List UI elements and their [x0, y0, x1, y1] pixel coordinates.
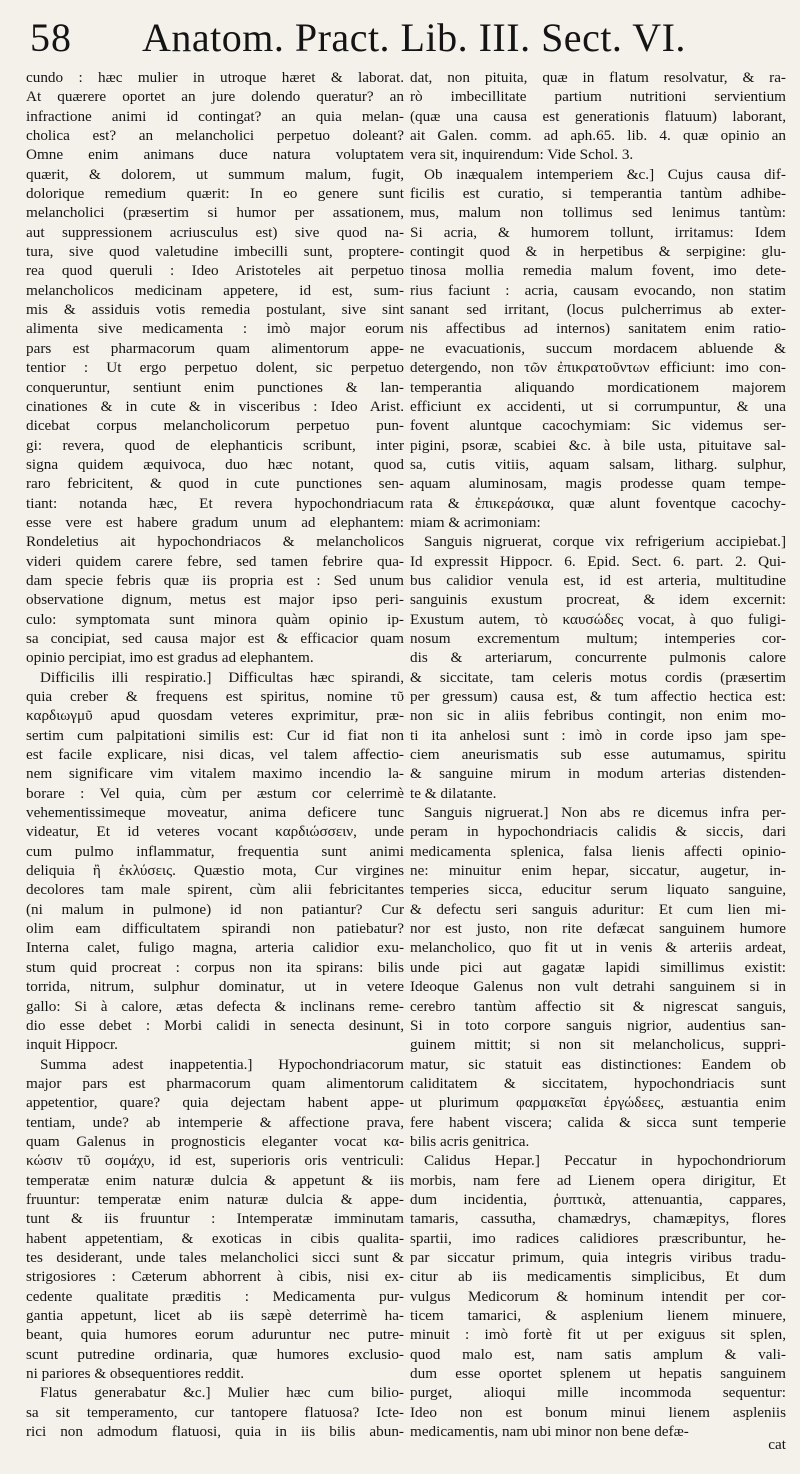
text-line: morbis, nam fere ad Lienem opera dirigitur, Et [410, 1171, 786, 1189]
text-line: Sanguis nigruerat, corque vix refrigerium accipiebat.] [424, 533, 786, 551]
text-line: videatur, Et id veteres vocant καρδιώσσειν, unde [26, 823, 404, 841]
text-line: dat, non pituita, quæ in flatum resolvatur, & ra- [410, 69, 786, 86]
text-line: Summa adest inappetentia.] Hypochondriacorum [40, 1055, 404, 1073]
text-line: citur ab iis medicamentis simplicibus, Et dum [410, 1268, 786, 1286]
text-line: cerebro tantùm affectio sit & nigrescat sanguis, [410, 997, 786, 1015]
text-line: fruuntur: temperatæ enim naturæ dulcia & appe- [26, 1190, 404, 1208]
text-line: & sanguine mirum in modum arterias distenden- [410, 765, 786, 783]
text-line: fere habent viscera; calida & sicca sunt temperie [410, 1113, 786, 1131]
text-line: efficiunt ex accidenti, ut si corrumpuntur, & una [410, 397, 786, 415]
text-line: guinem mittit; si non sit melancholicus, suppri- [410, 1036, 786, 1054]
text-line: (ni malum in pulmone) id non patiantur? Cur [26, 900, 404, 918]
text-line: sa sit temperamento, cur tantopere flatuosa? Icte- [26, 1403, 404, 1421]
text-line: matur, sic statuit eas distinctiones: Eandem ob [410, 1055, 786, 1073]
text-line: ticem tamarici, & asplenium lienem minuere, [410, 1307, 786, 1324]
text-line: caliditatem & siccitatem, hypochondriacis sunt [410, 1074, 786, 1092]
text-line: miam & acrimoniam: [410, 513, 541, 531]
text-line: sertim cum palpitationi similis est: Cur id fiat non [26, 726, 404, 744]
page-header [30, 14, 790, 74]
text-line: minuit : imò fortè fit ut per exiguus sit splen, [410, 1326, 786, 1344]
text-line: nem significare vim vitalem maximo incendio la- [26, 765, 404, 783]
text-line: esse vere est habere gradum unum ad elephantem: [26, 513, 404, 531]
text-line: sa concipiat, sed causa major est & efficacior quam [26, 629, 404, 647]
text-line: temperatæ enim naturæ dulcia & appetunt & iis [26, 1171, 404, 1189]
text-line: Exustum autem, τὸ καυσώδες vocat, à quo fuligi- [410, 610, 786, 628]
text-line: Flatus generabatur &c.] Mulier hæc cum bilio- [40, 1384, 404, 1402]
text-line: ait Galen. comm. ad aph.65. lib. 4. quæ opinio an [410, 127, 786, 145]
text-line: raro febricitent, & quod in cute punctiones sen- [26, 475, 404, 493]
text-line: fovent aluntque cacochymiam: Sic videmus ser- [410, 417, 786, 435]
text-line: tiant: notanda hæc, Et revera hypochondriacum [26, 494, 404, 512]
text-line: temperantia aliquando mordicationem majorem [410, 378, 786, 396]
text-line: κώσιν τῦ σομάχυ, id est, superioris oris ventriculi: [26, 1152, 404, 1170]
text-line: gantia appetunt, licet ab iis sæpè deterrimè ha- [26, 1307, 404, 1324]
text-line: medicamenta splenica, falsa lienis affecti opinio- [410, 842, 786, 860]
text-line: detergendo, non τῶν ἐπικρατοῦντων efficiunt: imo con- [410, 359, 786, 377]
running-title: Anatom. Pract. Lib. III. Sect. VI. [142, 15, 686, 60]
text-line: Calidus Hepar.] Peccatur in hypochondriorum [424, 1152, 786, 1170]
text-line: nosum excrementum multum; intemperies cor- [410, 629, 786, 647]
text-line: observatione dignum, metus est major ipso peri- [26, 591, 404, 609]
text-line: vehementissimeque moveatur, anima deficere tunc [26, 804, 404, 822]
text-line: rici non admodum flatuosi, quia in iis bilis abun- [26, 1423, 404, 1441]
text-line: gallo: Si à calore, ætas defecta & inclinans reme- [26, 997, 404, 1015]
text-line: ti ita anhelosi sunt : imò in corde ipso jam spe- [410, 726, 786, 744]
text-line: pars est pharmacorum quam alimentorum appe- [26, 339, 404, 357]
text-line: ut plurimum φαρμακεῖαι ἐργώδεες, æstuantia enim [410, 1094, 786, 1112]
text-line: signa quidem æquivoca, duo hæc notant, quod [26, 455, 404, 473]
text-line: Si acria, & humorem tollunt, irritamus: Idem [410, 223, 786, 241]
text-line: sa, cutis vitiis, aquam salsam, litharg. sulphur, [410, 455, 786, 473]
text-line: sanant sed irritant, (locus pulcherrimus ab exter- [410, 301, 786, 319]
text-line: strigosiores : Cæterum abhorrent à cibis, nisi ex- [26, 1268, 404, 1286]
text-line: rius faciunt : acria, causam evocando, non statim [410, 281, 786, 299]
text-line: Id expressit Hippocr. 6. Epid. Sect. 6. part. 2. Qui- [410, 552, 786, 570]
text-line: ni pariores & obsequentiores reddit. [26, 1365, 245, 1383]
text-line: par siccatur primum, quia integris viribus tradu- [410, 1248, 786, 1266]
text-line: dum incidentia, ῥυπτικὰ, attenuantia, cappares, [410, 1190, 786, 1208]
text-line: Si in toto corpore sanguis nigrior, audentius san- [410, 1016, 786, 1034]
text-line: Sanguis nigruerat.] Non abs re dicemus infra per- [424, 804, 786, 822]
text-line: rea quod queruli : Ideo Aristoteles ait perpetuo [26, 262, 404, 280]
text-line: temperies sicca, educitur serum liquato sanguine, [410, 881, 786, 899]
text-line: cundo : hæc mulier in utroque hæret & laborat. [26, 69, 404, 86]
text-line: (quæ una causa est generationis flatuum) laborant, [410, 107, 786, 125]
text-line: pigini, psoræ, scabiei &c. à bile usta, pituitave sal- [410, 436, 786, 454]
text-line: appetentior, quare? quia dejectam habent appe- [26, 1094, 404, 1112]
text-line: mus, malum non tollimus sed lenimus tantùm: [410, 204, 786, 222]
text-line: tinosa mollia remedia malum fovent, imo dete- [410, 262, 786, 280]
text-line: major pars est pharmacorum quam alimentorum [26, 1074, 404, 1092]
text-line: habent appetentiam, & exoticas in cibis qualita- [26, 1229, 404, 1247]
text-line: mis & assiduis votis remedia postulant, sive sint [26, 301, 404, 319]
text-line: quia creber & frequens est spiritus, nomine τῦ [26, 688, 404, 705]
text-line: quod malo est, nam satis amplum & vali- [410, 1345, 786, 1363]
text-line: ne: minuitur enim hepar, siccatur, augetur, in- [410, 862, 786, 880]
text-line: per gressum) causa est, & tum affectio hectica est: [410, 688, 786, 705]
text-line: quam Galenus in prognosticis eleganter vocat κα- [26, 1132, 404, 1150]
text-line: sanguinis exustum procreat, & idem excernit: [410, 591, 786, 609]
text-line: purget, alioqui mille incommoda sequentur: [410, 1384, 786, 1402]
text-line: borare : Vel quia, cùm per æstum cor celerrimè [26, 784, 404, 802]
text-line: stum quid procreat : corpus non ita spirans: bilis [26, 958, 404, 976]
text-line: bilis acris genitrica. [410, 1132, 530, 1150]
text-line: videri quidem carere febre, sed tamen febrire qua- [26, 552, 404, 570]
text-line: cholica est? an melancholici perpetuo doleant? [26, 127, 404, 145]
text-line: beant, quia humores eorum aduruntur nec putre- [26, 1326, 404, 1344]
text-line: rata & ἐπικεράσικα, quæ alunt foventque cacochy- [410, 494, 786, 512]
text-line: deliquia ἢ ἐκλύσεις. Quæstio mota, Cur virgines [26, 862, 404, 880]
text-line: rò imbecillitate partium nutritioni servientium [410, 88, 786, 106]
text-line: Interna calet, fuligo magna, arteria calidior exu- [26, 939, 404, 957]
text-line: ne evacuationis, succum mordacem abluende & [410, 339, 786, 357]
catchword: cat [768, 1436, 786, 1453]
text-line: dolorique remedium quærit: In eo genere sunt [26, 185, 404, 203]
text-line: Rondeletius ait hypochondriacos & melancholicos [26, 533, 404, 551]
text-line: scunt putredine ordinaria, quæ humores exclusio- [26, 1345, 404, 1363]
text-line: non sic in aliis febribus contingit, non enim mo- [410, 707, 786, 725]
text-line: te & dilatante. [410, 784, 497, 802]
text-line: contingit quod & in herpetibus & serpigine: glu- [410, 243, 786, 261]
text-line: vulgus Medicorum & hominum intendit per cor- [410, 1287, 786, 1305]
text-line: nis affectibus ad internos) sanitatem enim ratio- [410, 320, 786, 338]
text-line: torrida, nitrum, sulphur dominatur, ut in vetere [26, 978, 404, 996]
text-line: decolores tam male spirent, cùm alii febricitantes [26, 881, 404, 899]
text-line: culo: symptomata sunt minora quàm opinio ip- [26, 610, 404, 628]
text-line: tamaris, cassutha, chamædrys, chamæpitys, flores [410, 1210, 786, 1228]
text-line: tunt & iis fruuntur : Intemperatæ imminutam [26, 1210, 404, 1228]
text-line: melancholici (præsertim si humor per assationem, [26, 204, 404, 222]
text-line: dio esse debet : Morbi calidi in senecta desinunt, [26, 1016, 404, 1034]
text-line: cum pulmo inflammatur, frequentia sunt animi [26, 842, 404, 860]
text-line: aquam aluminosam, magis prodesse quam tempe- [410, 475, 786, 493]
text-line: vera sit, inquirendum: Vide Schol. 3. [410, 146, 634, 164]
left-text-column [26, 68, 404, 1468]
text-line: opinio percipiat, imo est gradus ad elephantem. [26, 649, 314, 667]
column-gutter [404, 68, 406, 1458]
text-line: olim eam difficultatem spirandi non patiebatur? [26, 920, 404, 938]
text-line: peram in hypochondriacis calidis & siccis, dari [410, 823, 786, 841]
text-line: tentior : Ut ergo perpetuo dolent, sic perpetuo [26, 359, 404, 377]
text-line: nor est justo, non rite defæcat sanguinem humore [410, 920, 786, 938]
text-line: καρδιωγμῦ apud quosdam veteres exprimitur, præ- [26, 707, 404, 725]
text-line: & defectu seri sanguis aduritur: Et cum lien mi- [410, 900, 786, 918]
text-line: est facile explicare, nisi dicas, vel talem affectio- [26, 746, 404, 764]
text-line: At quærere oportet an jure dolendo queratur? an [26, 88, 404, 106]
text-line: melancholicos medicinam appetere, id est, sum- [26, 281, 404, 299]
text-line: medicamentis, nam ubi minor non bene defæ- [410, 1423, 689, 1441]
text-line: alimenta sive medicamenta : imò major eorum [26, 320, 404, 338]
text-line: dum esse oportet splenem ut hepatis sanguinem [410, 1365, 786, 1383]
text-line: inquit Hippocr. [26, 1036, 118, 1054]
text-line: quærit, & dolorem, ut summum malum, fugit, [26, 165, 404, 183]
text-line: melancholico, quo fit ut in venis & arteriis ardeat, [410, 939, 786, 957]
text-line: Ideo non est bonum minui lienem aspleniis [410, 1403, 786, 1421]
text-line: Difficilis illi respiratio.] Difficultas hæc spirandi, [40, 668, 404, 686]
text-line: cinationes & in cute & in visceribus : Ideo Arist. [26, 397, 404, 415]
text-line: ciem aneurismatis sub esse autumamus, spiritu [410, 746, 786, 764]
text-line: Ideoque Galenus non vult detrahi sanguinem si in [410, 978, 786, 996]
text-line: aut suppressionem acriusculus est) sive quod na- [26, 223, 404, 241]
text-line: conqueruntur, sentiunt enim punctiones & lan- [26, 378, 404, 396]
text-line: dis & arteriarum, concurrente pulmonis calore [410, 649, 786, 667]
text-line: spartii, imo radices calidiores præscribuntur, he- [410, 1229, 786, 1247]
text-line: Ob inæqualem intemperiem &c.] Cujus causa dif- [424, 165, 786, 183]
text-line: & siccitate, tam celeris motus cordis (præsertim [410, 668, 786, 686]
text-line: infractione animi id contingat? an quia melan- [26, 107, 404, 125]
text-line: dam specie febris quæ iis propria est : Sed unum [26, 571, 404, 589]
text-line: unde pici aut gagatæ lapidi simillimus existit: [410, 958, 786, 976]
text-line: tentiam, unde? ab intemperie & affectione prava, [26, 1113, 404, 1131]
page-number: 58 [30, 15, 72, 60]
text-line: tura, sive quod valetudine imbecilli sunt, proptere- [26, 243, 404, 261]
right-text-column [410, 68, 786, 1468]
text-line: ficilis est curatio, si temperantia tantùm adhibe- [410, 185, 786, 203]
text-line: bus calidior venula est, id est arteria, multitudine [410, 571, 786, 589]
text-line: Omne enim animans duce natura voluptatem [26, 146, 404, 164]
text-line: dicebat corpus melancholicorum perpetuo pun- [26, 417, 404, 435]
text-line: gi: revera, quod de elephanticis scribunt, inter [26, 436, 404, 454]
text-line: cedente qualitate præditis : Medicamenta pur- [26, 1287, 404, 1305]
text-line: tes desiderant, unde tales melancholici sicci sunt & [26, 1248, 404, 1266]
